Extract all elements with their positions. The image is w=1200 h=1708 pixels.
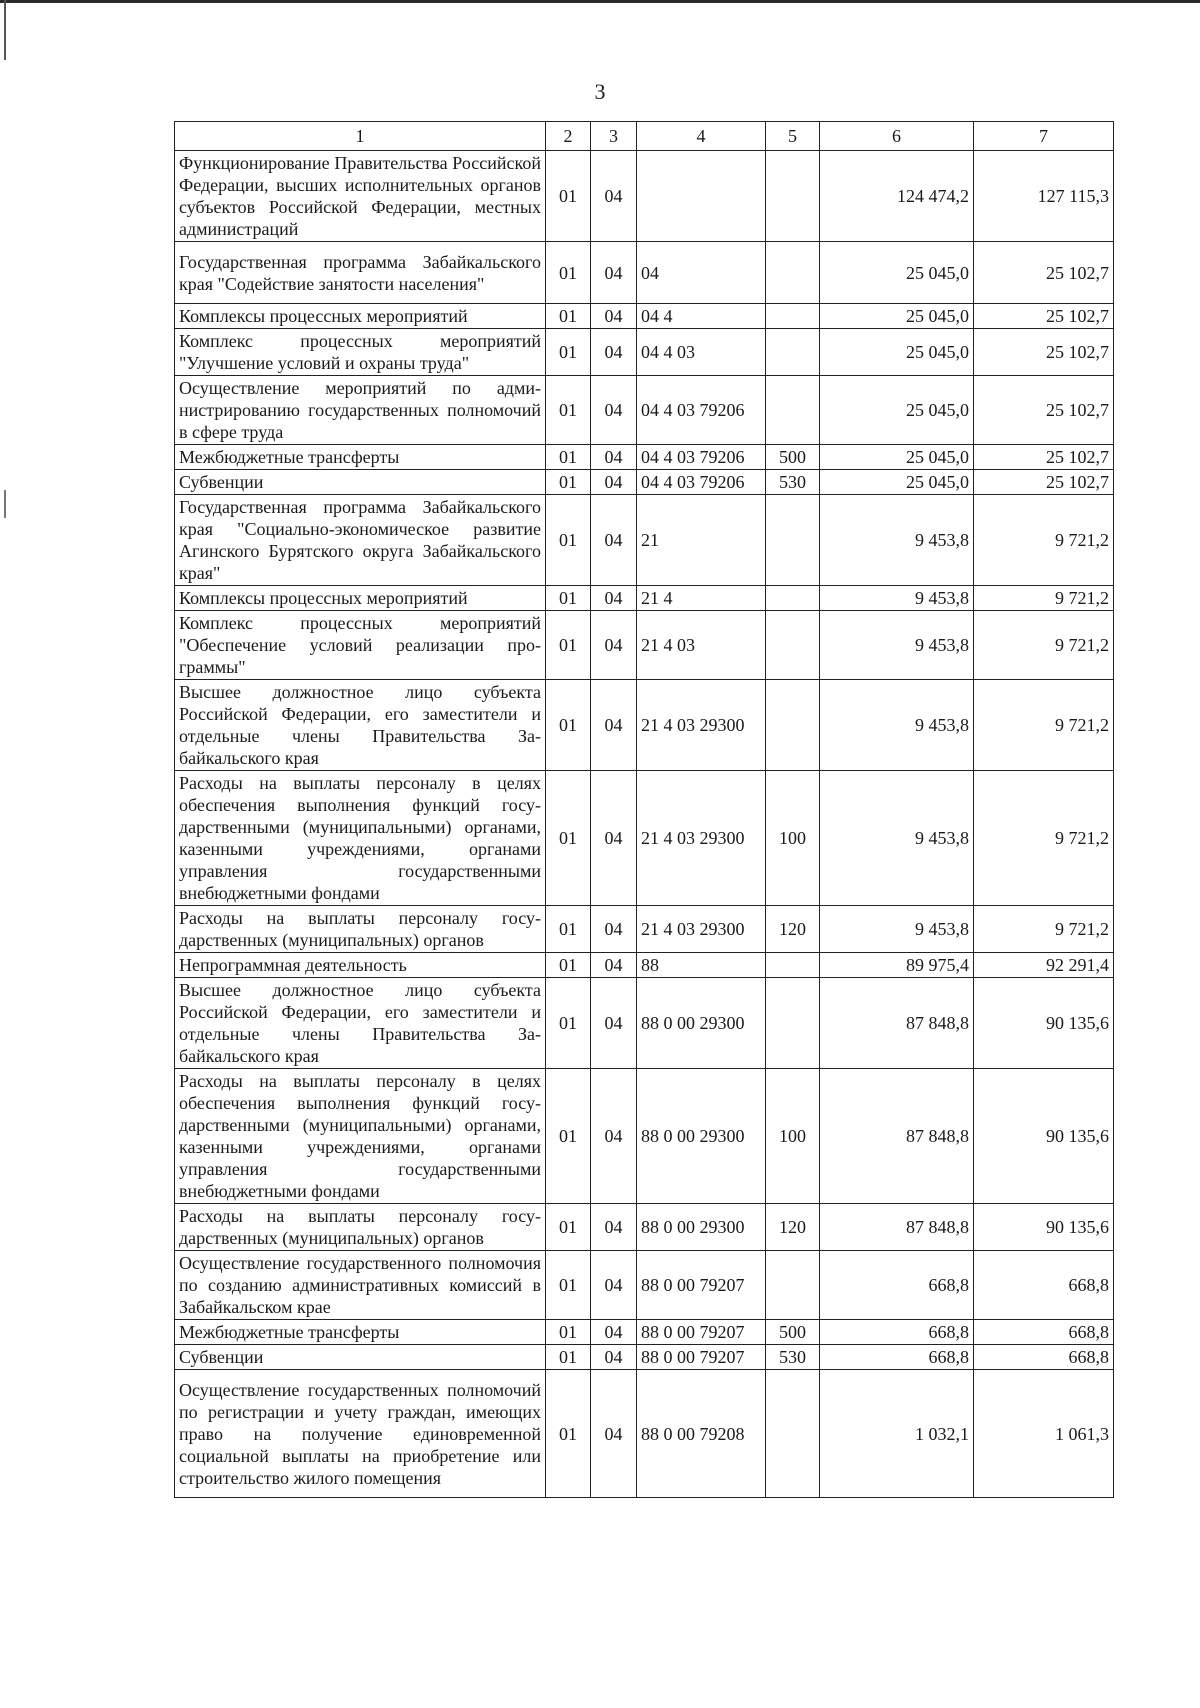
row-csr-cell: 21 4 03 29300: [637, 680, 766, 771]
row-csr-cell: 88 0 00 79207: [637, 1320, 766, 1345]
row-name-cell: Непрограммная деятельность: [175, 953, 546, 978]
row-rz-cell: 01: [546, 1370, 591, 1498]
row-pr-cell: 04: [591, 470, 637, 495]
row-csr-cell: 21 4 03 29300: [637, 906, 766, 953]
row-csr-cell: 88 0 00 29300: [637, 1204, 766, 1251]
row-year2-amount-cell: 25 102,7: [974, 304, 1114, 329]
row-vr-cell: [766, 680, 820, 771]
row-pr-cell: 04: [591, 1251, 637, 1320]
row-rz-cell: 01: [546, 329, 591, 376]
row-name-cell: Межбюджетные трансферты: [175, 1320, 546, 1345]
row-vr-cell: 500: [766, 1320, 820, 1345]
row-year1-amount-cell: 668,8: [820, 1345, 974, 1370]
row-rz-cell: 01: [546, 470, 591, 495]
row-year1-amount-cell: 668,8: [820, 1320, 974, 1345]
row-rz-cell: 01: [546, 304, 591, 329]
row-name-cell: Комплекс процессных мероприятий "Обеспечение условий реализации программы": [175, 611, 546, 680]
table-row: [175, 1320, 1114, 1345]
row-vr-cell: 100: [766, 1069, 820, 1204]
table-row: [175, 445, 1114, 470]
table-row: [175, 1370, 1114, 1498]
row-rz-cell: 01: [546, 680, 591, 771]
row-csr-cell: 21 4 03: [637, 611, 766, 680]
table-row: [175, 376, 1114, 445]
row-year1-amount-cell: 9 453,8: [820, 495, 974, 586]
row-vr-cell: [766, 376, 820, 445]
row-year1-amount-cell: 89 975,4: [820, 953, 974, 978]
row-year1-amount-cell: 87 848,8: [820, 978, 974, 1069]
row-vr-cell: 120: [766, 906, 820, 953]
table-row: [175, 1204, 1114, 1251]
row-name-cell: Субвенции: [175, 470, 546, 495]
row-vr-cell: [766, 304, 820, 329]
row-csr-cell: 88 0 00 79207: [637, 1345, 766, 1370]
row-pr-cell: 04: [591, 1320, 637, 1345]
row-name-cell: Субвенции: [175, 1345, 546, 1370]
row-vr-cell: 100: [766, 771, 820, 906]
row-name-cell: Комплексы процессных мероприятий: [175, 586, 546, 611]
row-csr-cell: 21 4: [637, 586, 766, 611]
row-rz-cell: 01: [546, 1069, 591, 1204]
row-pr-cell: 04: [591, 376, 637, 445]
row-pr-cell: 04: [591, 304, 637, 329]
row-vr-cell: [766, 978, 820, 1069]
row-csr-cell: 04: [637, 242, 766, 304]
row-year2-amount-cell: 668,8: [974, 1345, 1114, 1370]
row-csr-cell: 88 0 00 79208: [637, 1370, 766, 1498]
row-csr-cell: 88: [637, 953, 766, 978]
row-year1-amount-cell: 25 045,0: [820, 470, 974, 495]
row-year1-amount-cell: 9 453,8: [820, 680, 974, 771]
row-rz-cell: 01: [546, 242, 591, 304]
row-vr-cell: [766, 151, 820, 242]
row-rz-cell: 01: [546, 1320, 591, 1345]
scan-left-edge: [4, 0, 6, 60]
row-year2-amount-cell: 9 721,2: [974, 680, 1114, 771]
table-row: [175, 242, 1114, 304]
table-row: [175, 151, 1114, 242]
table-row: [175, 1345, 1114, 1370]
row-rz-cell: 01: [546, 1204, 591, 1251]
table-row: [175, 495, 1114, 586]
row-rz-cell: 01: [546, 1345, 591, 1370]
row-year1-amount-cell: 9 453,8: [820, 611, 974, 680]
row-year1-amount-cell: 25 045,0: [820, 242, 974, 304]
row-rz-cell: 01: [546, 445, 591, 470]
row-year2-amount-cell: 25 102,7: [974, 376, 1114, 445]
row-name-cell: Функционирование Правительства Российской Федерации, высших исполнительных органов субъектов Российской Федерации, местных администраций: [175, 151, 546, 242]
row-vr-cell: 530: [766, 1345, 820, 1370]
header-cell: 7: [974, 122, 1114, 151]
row-year1-amount-cell: 25 045,0: [820, 445, 974, 470]
row-pr-cell: 04: [591, 680, 637, 771]
row-csr-cell: 04 4 03 79206: [637, 445, 766, 470]
header-cell: 1: [175, 122, 546, 151]
row-pr-cell: 04: [591, 445, 637, 470]
row-pr-cell: 04: [591, 1370, 637, 1498]
row-name-cell: Высшее должностное лицо субъекта Российской Федерации, его заместители и отдельные члены Правительства Забайкальского края: [175, 978, 546, 1069]
row-csr-cell: 21 4 03 29300: [637, 771, 766, 906]
row-year1-amount-cell: 9 453,8: [820, 906, 974, 953]
table-row: [175, 771, 1114, 906]
row-name-cell: Комплекс процессных мероприятий "Улучшение условий и охраны труда": [175, 329, 546, 376]
row-pr-cell: 04: [591, 1069, 637, 1204]
row-year1-amount-cell: 668,8: [820, 1251, 974, 1320]
table-row: [175, 953, 1114, 978]
table-row: [175, 611, 1114, 680]
row-pr-cell: 04: [591, 1204, 637, 1251]
header-row: [175, 122, 1114, 151]
row-year2-amount-cell: 90 135,6: [974, 1069, 1114, 1204]
row-year2-amount-cell: 25 102,7: [974, 242, 1114, 304]
row-year2-amount-cell: 25 102,7: [974, 445, 1114, 470]
row-year1-amount-cell: 9 453,8: [820, 586, 974, 611]
scan-left-mark: [4, 490, 6, 518]
row-pr-cell: 04: [591, 242, 637, 304]
row-name-cell: Высшее должностное лицо субъекта Российской Федерации, его заместители и отдельные члены Правительства Забайкальского края: [175, 680, 546, 771]
row-vr-cell: [766, 242, 820, 304]
row-pr-cell: 04: [591, 329, 637, 376]
header-cell: 4: [637, 122, 766, 151]
row-year1-amount-cell: 87 848,8: [820, 1204, 974, 1251]
row-pr-cell: 04: [591, 771, 637, 906]
budget-table: [174, 121, 1114, 1498]
row-rz-cell: 01: [546, 1251, 591, 1320]
table-row: [175, 680, 1114, 771]
row-vr-cell: [766, 1251, 820, 1320]
row-year1-amount-cell: 25 045,0: [820, 376, 974, 445]
row-pr-cell: 04: [591, 978, 637, 1069]
table-row: [175, 470, 1114, 495]
table-row: [175, 1251, 1114, 1320]
row-name-cell: Расходы на выплаты персоналу в целях обеспечения выполнения функций государственными (муниципальными) органами, казенными учреждениями, органами управления государственными внебюджетными фондами: [175, 1069, 546, 1204]
row-year1-amount-cell: 9 453,8: [820, 771, 974, 906]
row-name-cell: Комплексы процессных мероприятий: [175, 304, 546, 329]
row-vr-cell: 500: [766, 445, 820, 470]
row-vr-cell: [766, 1370, 820, 1498]
table-row: [175, 978, 1114, 1069]
row-vr-cell: [766, 586, 820, 611]
row-pr-cell: 04: [591, 953, 637, 978]
budget-table-body: [175, 122, 1114, 1498]
row-csr-cell: 04 4 03 79206: [637, 470, 766, 495]
row-name-cell: Расходы на выплаты персоналу в целях обеспечения выполнения функций государственными (муниципальными) органами, казенными учреждениями, органами управления государственными внебюджетными фондами: [175, 771, 546, 906]
row-csr-cell: [637, 151, 766, 242]
row-year2-amount-cell: 90 135,6: [974, 978, 1114, 1069]
row-name-cell: Государственная программа Забайкальского края "Социально-экономическое развитие Агинского Бурятского округа Забайкальского края": [175, 495, 546, 586]
row-year2-amount-cell: 25 102,7: [974, 470, 1114, 495]
header-cell: 3: [591, 122, 637, 151]
row-year2-amount-cell: 668,8: [974, 1320, 1114, 1345]
row-name-cell: Межбюджетные трансферты: [175, 445, 546, 470]
row-csr-cell: 21: [637, 495, 766, 586]
row-rz-cell: 01: [546, 376, 591, 445]
row-name-cell: Расходы на выплаты персоналу государственных (муниципальных) органов: [175, 1204, 546, 1251]
row-csr-cell: 04 4: [637, 304, 766, 329]
row-year2-amount-cell: 9 721,2: [974, 586, 1114, 611]
row-pr-cell: 04: [591, 586, 637, 611]
table-row: [175, 304, 1114, 329]
row-pr-cell: 04: [591, 1345, 637, 1370]
row-csr-cell: 88 0 00 29300: [637, 978, 766, 1069]
row-name-cell: Осуществление государственного полномочия по созданию административных комиссий в Забайкальском крае: [175, 1251, 546, 1320]
row-rz-cell: 01: [546, 586, 591, 611]
row-year2-amount-cell: 92 291,4: [974, 953, 1114, 978]
table-row: [175, 329, 1114, 376]
row-vr-cell: 120: [766, 1204, 820, 1251]
row-year2-amount-cell: 25 102,7: [974, 329, 1114, 376]
row-vr-cell: [766, 495, 820, 586]
row-csr-cell: 04 4 03 79206: [637, 376, 766, 445]
row-pr-cell: 04: [591, 151, 637, 242]
row-name-cell: Осуществление мероприятий по администрированию государственных полномочий в сфере труда: [175, 376, 546, 445]
row-rz-cell: 01: [546, 611, 591, 680]
row-year2-amount-cell: 90 135,6: [974, 1204, 1114, 1251]
header-cell: 6: [820, 122, 974, 151]
row-year2-amount-cell: 9 721,2: [974, 906, 1114, 953]
scan-top-edge: [0, 0, 1200, 3]
table-row: [175, 1069, 1114, 1204]
row-rz-cell: 01: [546, 953, 591, 978]
row-year1-amount-cell: 25 045,0: [820, 304, 974, 329]
header-cell: 5: [766, 122, 820, 151]
row-year1-amount-cell: 25 045,0: [820, 329, 974, 376]
page-number: 3: [594, 79, 606, 104]
row-year2-amount-cell: 1 061,3: [974, 1370, 1114, 1498]
row-pr-cell: 04: [591, 611, 637, 680]
row-year2-amount-cell: 9 721,2: [974, 611, 1114, 680]
row-year2-amount-cell: 127 115,3: [974, 151, 1114, 242]
row-year1-amount-cell: 87 848,8: [820, 1069, 974, 1204]
row-vr-cell: 530: [766, 470, 820, 495]
row-rz-cell: 01: [546, 978, 591, 1069]
row-year1-amount-cell: 124 474,2: [820, 151, 974, 242]
row-csr-cell: 04 4 03: [637, 329, 766, 376]
row-year2-amount-cell: 668,8: [974, 1251, 1114, 1320]
row-pr-cell: 04: [591, 495, 637, 586]
row-year2-amount-cell: 9 721,2: [974, 771, 1114, 906]
table-row: [175, 586, 1114, 611]
row-vr-cell: [766, 329, 820, 376]
row-rz-cell: 01: [546, 771, 591, 906]
row-name-cell: Осуществление государственных полномочий по регистрации и учету граждан, имеющих право на получение единовременной социальной выплаты на приобретение или строительство жилого помещения: [175, 1370, 546, 1498]
row-vr-cell: [766, 611, 820, 680]
row-csr-cell: 88 0 00 29300: [637, 1069, 766, 1204]
row-rz-cell: 01: [546, 151, 591, 242]
table-row: [175, 906, 1114, 953]
row-name-cell: Расходы на выплаты персоналу государственных (муниципальных) органов: [175, 906, 546, 953]
row-name-cell: Государственная программа Забайкальского края "Содействие занятости населения": [175, 242, 546, 304]
row-vr-cell: [766, 953, 820, 978]
row-year1-amount-cell: 1 032,1: [820, 1370, 974, 1498]
header-cell: 2: [546, 122, 591, 151]
row-pr-cell: 04: [591, 906, 637, 953]
row-year2-amount-cell: 9 721,2: [974, 495, 1114, 586]
row-rz-cell: 01: [546, 495, 591, 586]
row-csr-cell: 88 0 00 79207: [637, 1251, 766, 1320]
row-rz-cell: 01: [546, 906, 591, 953]
